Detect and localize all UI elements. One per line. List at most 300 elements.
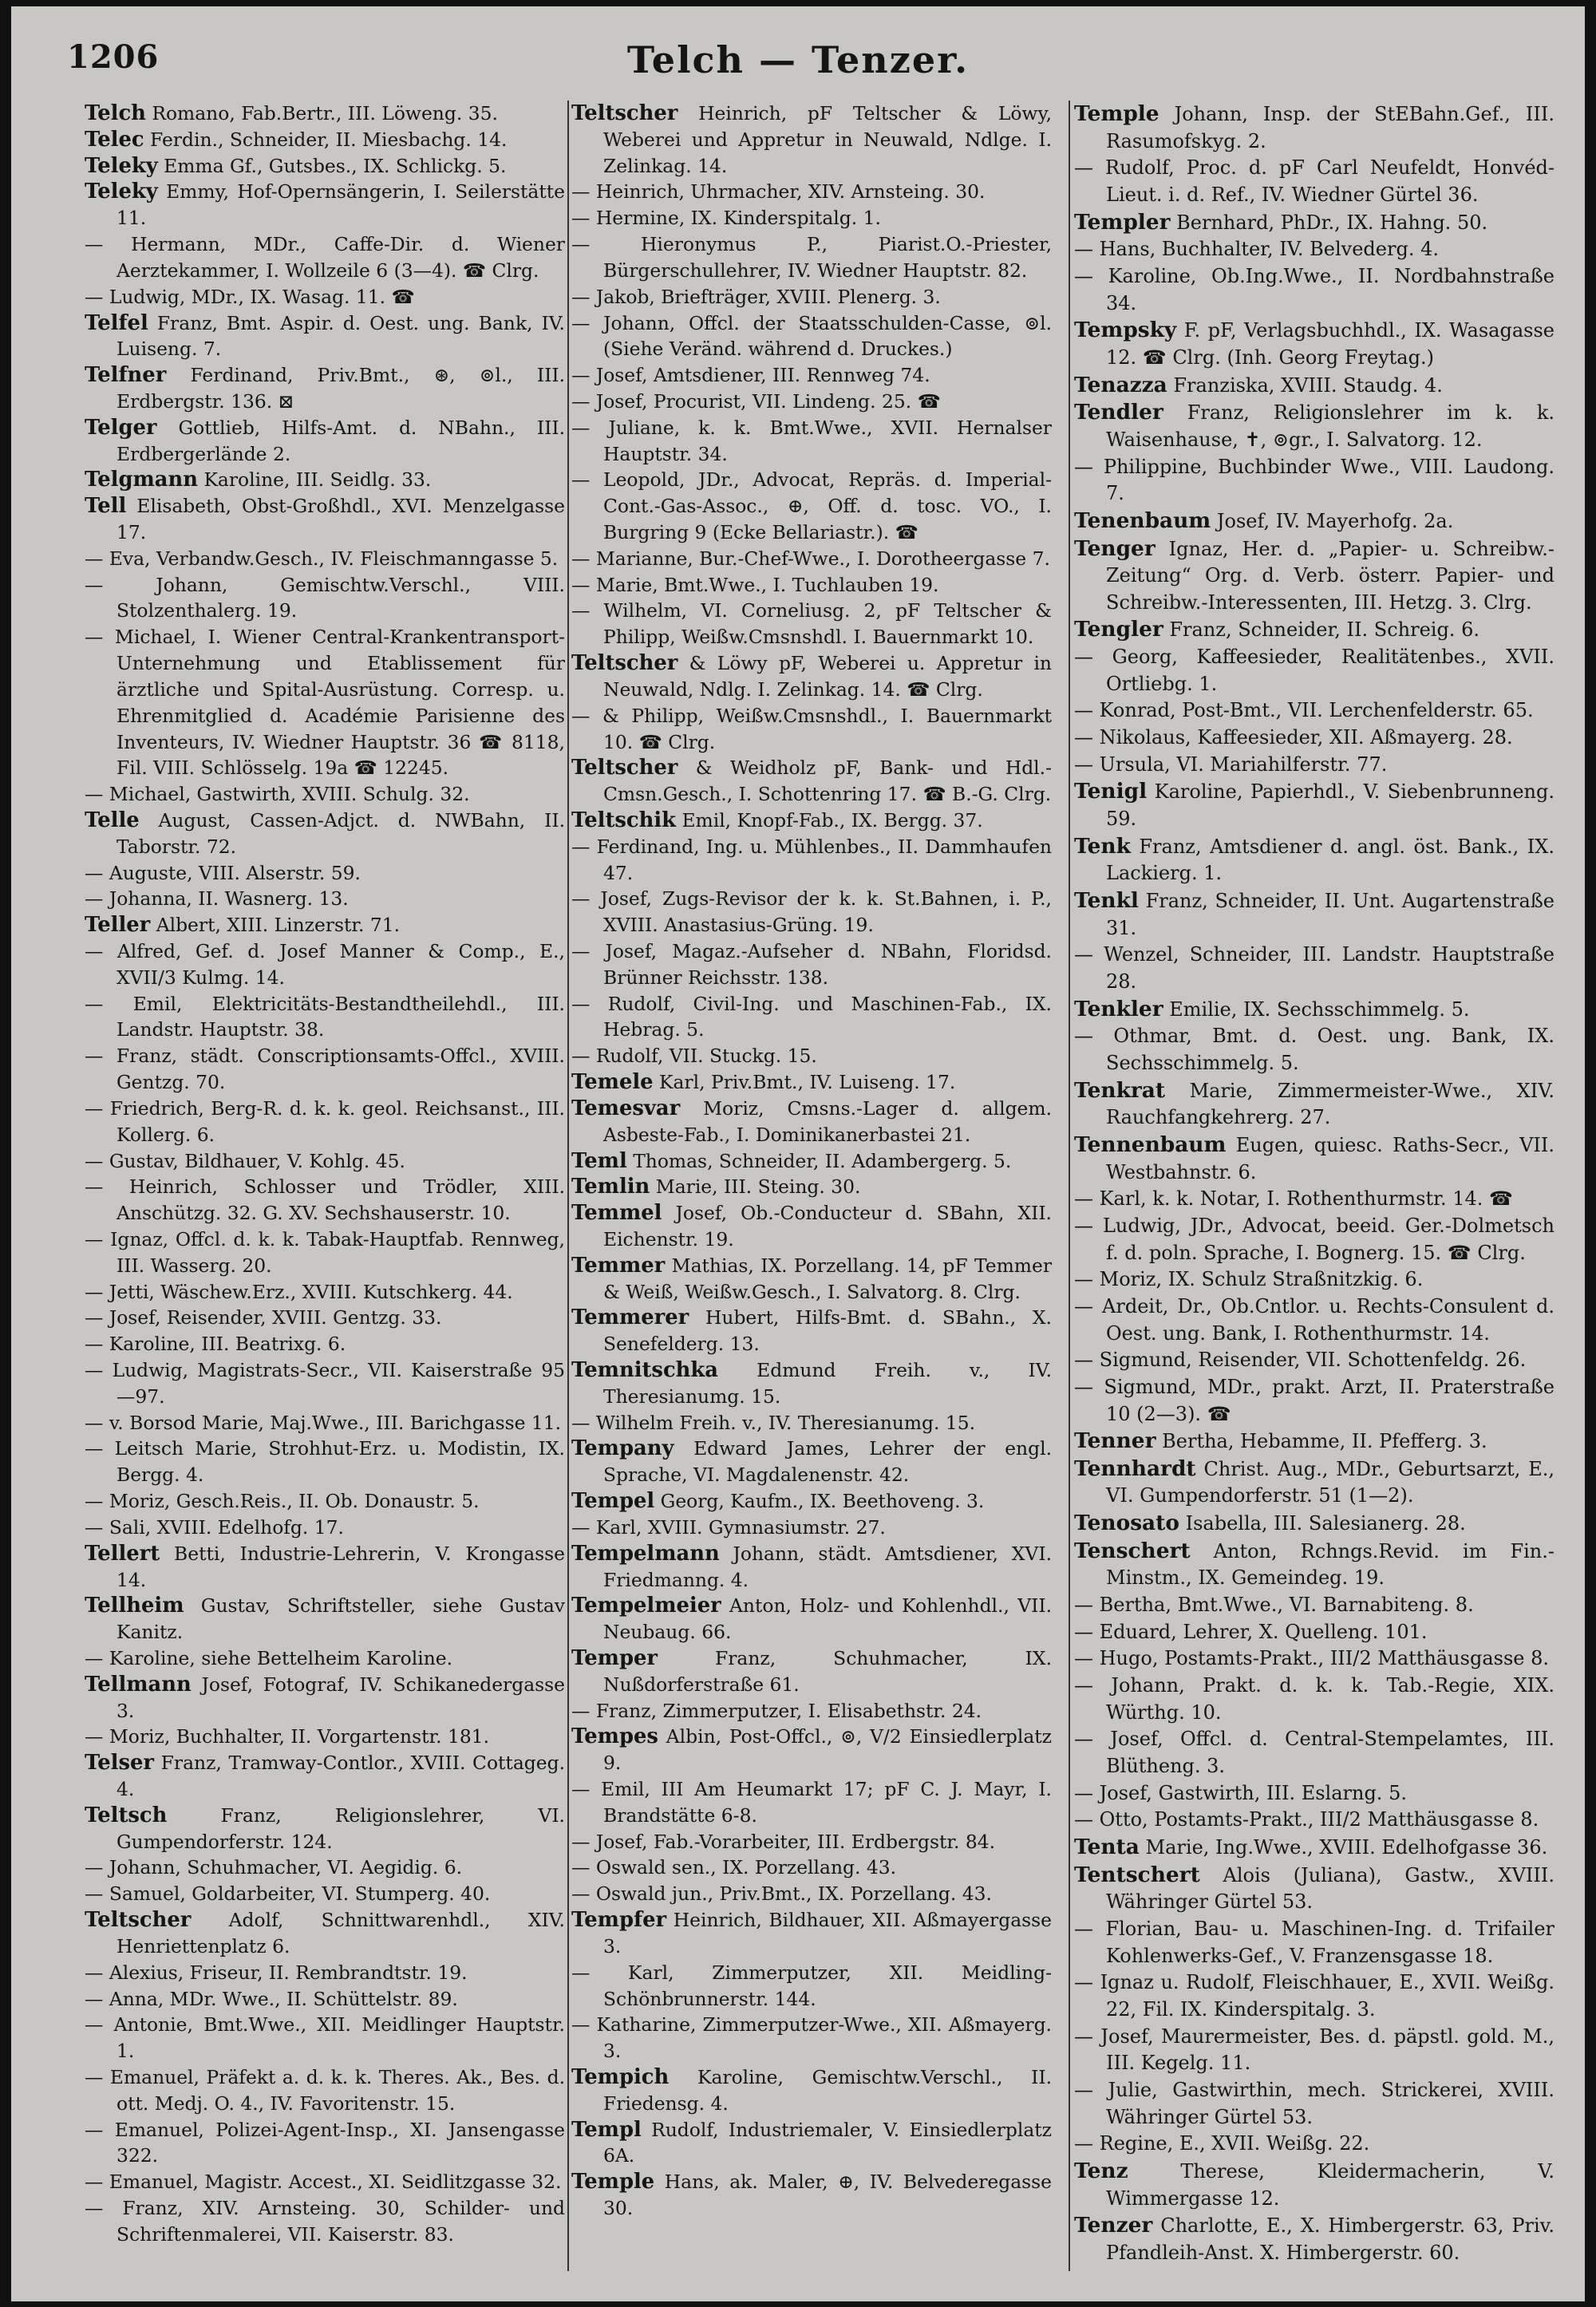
entry-text: — Gustav, Bildhauer, V. Kohlg. 45. [85,1149,405,1172]
directory-entry [571,179,1052,205]
directory-entry [1074,101,1555,155]
entry-text: — Hermine, IX. Kinderspitalg. 1. [571,207,881,230]
entry-text: — Rudolf, Proc. d. pF Carl Neufeldt, Honvéd-Lieut. i. d. Ref., IV. Wiedner Gürtel 36. [1074,156,1555,206]
directory-entry [1074,644,1555,697]
entry-text: — Oswald jun., Priv.Bmt., IX. Porzellang. 43. [571,1882,992,1906]
entry-text: — Ursula, VI. Mariahilferstr. 77. [1074,753,1388,776]
entry-surname: Tengler [1074,617,1163,642]
directory-entry [571,205,1052,231]
entry-surname: Temper [571,1645,658,1670]
entry-text: — Antonie, Bmt.Wwe., XII. Meidlinger Hauptstr. 1. [85,2013,565,2063]
directory-entry [85,2117,565,2170]
directory-entry [1074,887,1555,942]
entry-text: — Josef, Reisender, XVIII. Gentzg. 33. [85,1306,442,1329]
directory-entry [1074,2131,1555,2158]
entry-surname: Teltscher [85,1908,192,1933]
entry-text: — Johann, Gemischtw.Verschl., VIII. Stolzenthalerg. 19. [85,573,565,622]
entry-text: Gustav, Schriftsteller, siehe Gustav Kanitz. [117,1594,566,1644]
directory-entry [571,598,1052,650]
directory-entry [1074,2024,1555,2077]
entry-text: — Rudolf, VII. Stuckg. 15. [571,1045,817,1068]
directory-entry [85,1515,565,1541]
entry-text: Adolf, Schnittwarenhdl., XIV. Henriettenplatz 6. [117,1909,565,1957]
entry-text: — Karoline, Ob.Ing.Wwe., II. Nordbahnstraße 34. [1074,264,1555,314]
entry-text: — Heinrich, Uhrmacher, XIV. Arnsteing. 30. [571,180,986,203]
directory-entry [85,493,565,546]
entry-text: — Karl, k. k. Notar, I. Rothenthurmstr. 14. ☎ [1074,1187,1513,1211]
directory-entry [85,231,565,284]
directory-entry [85,808,565,860]
entry-text: Hans, ak. Maler, ⊕, IV. Belvederegasse 30. [603,2171,1053,2219]
entry-text: — Karoline, III. Beatrixg. 6. [85,1333,346,1356]
directory-entry [85,546,565,572]
directory-entry [85,1645,565,1672]
directory-entry [1074,209,1555,237]
directory-entry [85,2169,565,2195]
directory-entry [571,2117,1052,2170]
entry-text: — Ignaz, Offcl. d. k. k. Tabak-Hauptfab. Rennweg, III. Wasserg. 20. [85,1227,565,1277]
directory-entry [1074,1834,1555,1862]
entry-surname: Telfner [85,363,167,388]
directory-entry [1074,1780,1555,1807]
entry-text: Johann, städt. Amtsdiener, XVI. Friedmanng. 4. [603,1542,1052,1591]
entry-text: Heinrich, Bildhauer, XII. Aßmayergasse 3. [603,1909,1052,1957]
entry-text: Therese, Kleidermacherin, V. Wimmergasse 12. [1106,2159,1555,2210]
entry-text: Romano, Fab.Bertr., III. Löweng. 35. [152,102,498,124]
entry-text: — Moriz, IX. Schulz Straßnitzkig. 6. [1074,1268,1424,1291]
entry-text: Franz, Bmt. Aspir. d. Oest. ung. Bank, IV. Luiseng. 7. [117,311,565,361]
entry-text: F. pF, Verlagsbuchhdl., IX. Wasagasse 12. ☎ Clrg. (Inh. Georg Freytag.) [1106,319,1555,369]
directory-entry [571,1515,1052,1541]
directory-entry [571,1541,1052,1594]
entry-text: — Othmar, Bmt. d. Oest. ung. Bank, IX. Sechsschimmelg. 5. [1074,1025,1555,1074]
entry-surname: Teltsch [85,1803,168,1827]
directory-entry [571,834,1052,887]
entry-surname: Tenner [1074,1428,1156,1454]
directory-entry [1074,535,1555,617]
entry-text: Albert, XIII. Linzerstr. 71. [156,914,401,937]
entry-text: — Sali, XVIII. Edelhofg. 17. [85,1515,344,1539]
directory-entry [1074,1619,1555,1646]
directory-entry [1074,1077,1555,1132]
entry-surname: Teltscher [571,756,678,780]
directory-entry [85,1907,565,1960]
entry-surname: Telser [85,1751,154,1776]
directory-entry [85,1279,565,1306]
entry-text: Franz, Religionslehrer, VI. Gumpendorferstr. 124. [117,1803,565,1853]
entry-text: — Jakob, Briefträger, XVIII. Plenerg. 3. [571,285,941,308]
directory-entry [571,1724,1052,1776]
entry-text: — Johanna, II. Wasnerg. 13. [85,887,349,911]
directory-entry [85,1855,565,1881]
directory-entry [571,991,1052,1044]
entry-text: — Josef, Fab.-Vorarbeiter, III. Erdbergstr. 84. [571,1830,996,1853]
directory-entry [1074,1132,1555,1186]
directory-entry [85,1096,565,1148]
entry-surname: Tenzer [1074,2213,1153,2238]
directory-entry [85,101,565,127]
directory-entry [571,703,1052,756]
directory-entry [85,938,565,991]
page-number: 1206 [67,38,160,76]
entry-surname: Tempes [571,1724,658,1749]
entry-surname: Teltscher [571,651,678,676]
entry-surname: Teltscher [571,101,678,125]
entry-text: Edmund Freih. v., IV. Theresianumg. 15. [603,1359,1053,1408]
entry-surname: Tenta [1074,1835,1140,1859]
entry-text: August, Cassen-Adjct. d. NWBahn, II. Taborstr. 72. [117,808,565,858]
entry-surname: Tempsky [1074,318,1177,343]
entry-text: — Regine, E., XVII. Weißg. 22. [1074,2132,1370,2155]
entry-text: Bernhard, PhDr., IX. Hahng. 50. [1176,211,1488,234]
entry-text: — Anna, MDr. Wwe., II. Schüttelstr. 89. [85,1987,458,2010]
directory-entry [85,310,565,363]
entry-text: — v. Borsod Marie, Maj.Wwe., III. Barichgasse 11. [85,1411,562,1434]
entry-text: Albin, Post-Offcl., ⊚, V/2 Einsiedlerplatz 9. [603,1725,1053,1775]
entry-text: Franz, Tramway-Contlor., XVIII. Cottageg. 4. [117,1752,565,1800]
directory-entry [571,415,1052,468]
entry-text: Marie, III. Steing. 30. [655,1175,861,1199]
directory-entry [1074,778,1555,832]
entry-text: Franz, Religionslehrer im k. k. Waisenhause, ✝, ⊚gr., I. Salvatorg. 12. [1106,401,1555,451]
entry-text: Karoline, Gemischtw.Verschl., II. Friedensg. 4. [603,2065,1053,2115]
entry-surname: Tellmann [85,1672,192,1697]
entry-surname: Temlin [571,1175,650,1199]
directory-entry [571,546,1052,572]
directory-entry [1074,2158,1555,2212]
entry-surname: Temele [571,1070,654,1095]
entry-text: — Emil, Elektricitäts-Bestandtheilehdl., III. Landstr. Hauptstr. 38. [85,992,565,1041]
entry-surname: Tennenbaum [1074,1132,1227,1157]
entry-surname: Teml [571,1148,627,1173]
entry-surname: Telgmann [85,468,199,492]
entry-text: — Otto, Postamts-Prakt., III/2 Matthäusgasse 8. [1074,1808,1539,1831]
directory-entry [571,2064,1052,2117]
directory-entry [1074,725,1555,752]
entry-text: — Johann, Prakt. d. k. k. Tab.-Regie, XIX. Würthg. 10. [1074,1674,1555,1724]
directory-entry [85,1043,565,1096]
directory-entry [571,1043,1052,1069]
entry-surname: Teleky [85,153,158,178]
directory-entry [1074,1726,1555,1780]
entry-surname: Temesvar [571,1096,681,1120]
directory-entry [1074,1213,1555,1266]
entry-surname: Temple [1074,101,1159,126]
directory-entry [1074,1428,1555,1456]
directory-entry [1074,1862,1555,1916]
directory-entry [85,1436,565,1488]
directory-entry [85,1410,565,1436]
entry-text: — Karl, XVIII. Gymnasiumstr. 27. [571,1515,886,1539]
directory-entry [571,1776,1052,1829]
entry-surname: Tenosato [1074,1511,1179,1536]
entry-text: Franz, Schneider, II. Schreig. 6. [1169,618,1479,642]
entry-text: Marie, Ing.Wwe., XVIII. Edelhofgasse 36. [1145,1836,1548,1859]
entry-text: — Eduard, Lehrer, X. Quelleng. 101. [1074,1620,1428,1643]
entry-text: — Heinrich, Schlosser und Trödler, XIII. Anschützg. 32. G. XV. Sechshauserstr. 10. [85,1175,565,1225]
directory-entry [1074,1645,1555,1673]
entry-text: Moriz, Cmsns.-Lager d. allgem. Asbeste-Fab., I. Dominikanerbastei 21. [603,1096,1053,1146]
entry-text: Edward James, Lehrer der engl. Sprache, VI. Magdalenenstr. 42. [603,1437,1053,1487]
directory-entry [571,1200,1052,1253]
entry-text: Betti, Industrie-Lehrerin, V. Krongasse 14. [117,1542,565,1591]
entry-text: Franz, Schuhmacher, IX. Nußdorferstraße 61. [603,1646,1052,1696]
entry-text: — Leitsch Marie, Strohhut-Erz. u. Modistin, IX. Bergg. 4. [85,1437,565,1487]
entry-text: — Ludwig, Magistrats-Secr., VII. Kaiserstraße 95—97. [85,1359,565,1408]
entry-surname: Templer [1074,209,1171,235]
directory-entry [85,1305,565,1331]
entry-surname: Temmel [571,1201,662,1226]
directory-entry [1074,1673,1555,1726]
page-header [11,38,1585,86]
directory-entry [1074,1916,1555,1969]
running-head: Telch — Tenzer. [626,38,970,81]
directory-entry [1074,1186,1555,1213]
directory-entry [571,101,1052,179]
entry-text: — Hans, Buchhalter, IV. Belvederg. 4. [1074,238,1439,261]
entry-surname: Templ [571,2117,642,2142]
entry-surname: Tenkl [1074,888,1139,914]
directory-entry [571,389,1052,415]
directory-entry [1074,996,1555,1024]
directory-entry [571,1357,1052,1410]
entry-surname: Tennhardt [1074,1456,1196,1481]
entry-surname: Temmerer [571,1306,689,1330]
entry-text: — Franz, Zimmerputzer, I. Elisabethstr. 24. [571,1699,982,1722]
entry-text: — Ardeit, Dr., Ob.Cntlor. u. Rechts-Consulent d. Oest. ung. Bank, I. Rothenthurmstr. 14. [1074,1294,1555,1345]
entry-text: — Auguste, VIII. Alserstr. 59. [85,861,361,884]
entry-text: — Florian, Bau- u. Maschinen-Ing. d. Trifailer Kohlenwerks-Gef., V. Franzensgasse 18. [1074,1917,1555,1967]
entry-text: — Sigmund, MDr., prakt. Arzt, II. Praterstraße 10 (2—3). ☎ [1074,1375,1555,1425]
entry-surname: Tenenbaum [1074,508,1211,533]
entry-surname: Teller [85,913,151,938]
entry-text: Karoline, III. Seidlg. 33. [203,468,432,492]
directory-entry [85,179,565,231]
entry-text: Heinrich, pF Teltscher & Löwy, Weberei und Appretur in Neuwald, Ndlge. I. Zelinkag. 14. [603,102,1053,177]
entry-surname: Tenk [1074,833,1131,859]
directory-entry [1074,1456,1555,1510]
directory-entry [571,1881,1052,1907]
entry-text: — Wilhelm Freih. v., IV. Theresianumg. 15. [571,1411,976,1434]
directory-entry [85,572,565,625]
directory-entry [571,2012,1052,2064]
entry-text: — Emanuel, Präfekt a. d. k. k. Theres. Ak., Bes. d. ott. Medj. O. 4., IV. Favoritenstr. 15. [85,2065,565,2115]
entry-surname: Tenger [1074,535,1156,561]
entry-text: & Weidholz pF, Bank- und Hdl.-Cmsn.Gesch., I. Schottenring 17. ☎ B.-G. Clrg. [603,756,1053,806]
directory-entry [85,1986,565,2013]
directory-entry [571,1907,1052,1960]
entry-text: Elisabeth, Obst-Großhdl., XVI. Menzelgasse 17. [117,495,566,543]
entry-text: Josef, Fotograf, IV. Schikanedergasse 3. [117,1673,565,1722]
entry-text: Charlotte, E., X. Himbergerstr. 63, Priv. Pfandleih-Anst. X. Himbergerstr. 60. [1106,2214,1555,2264]
directory-entry [85,467,565,493]
entry-text: — Ludwig, MDr., IX. Wasag. 11. ☎ [85,285,415,308]
entry-text: Anton, Holz- und Kohlenhdl., VII. Neubaug. 66. [603,1594,1052,1644]
directory-entry [571,886,1052,938]
directory-entry [85,1672,565,1724]
entry-surname: Tendler [1074,400,1163,425]
directory-entry [85,624,565,781]
entry-surname: Tempfer [571,1908,667,1933]
entry-text: — Alfred, Gef. d. Josef Manner & Comp., E., XVII/3 Kulmg. 14. [85,940,565,989]
directory-entry [571,1410,1052,1436]
entry-text: — Juliane, k. k. Bmt.Wwe., XVII. Hernalser Hauptstr. 34. [571,416,1052,465]
directory-entry [85,1227,565,1279]
entry-surname: Teleky [85,180,158,204]
entry-surname: Telger [85,415,157,440]
entry-text: — Johann, Schuhmacher, VI. Aegidig. 6. [85,1856,463,1879]
entry-surname: Telec [85,127,144,152]
directory-entry [571,362,1052,389]
entry-text: Josef, IV. Mayerhofg. 2a. [1216,509,1454,532]
directory-entry [85,284,565,310]
entry-text: — Franz, städt. Conscriptionsamts-Offcl., XVIII. Gentzg. 70. [85,1045,565,1094]
directory-entry [85,1174,565,1227]
directory-entry [571,1436,1052,1488]
entry-surname: Tellheim [85,1594,184,1618]
directory-entry [1074,616,1555,644]
directory-entry [571,1855,1052,1881]
directory-entry [1074,942,1555,995]
directory-entry [1074,752,1555,779]
directory-entry [1074,833,1555,887]
entry-text: — Philippine, Buchbinder Wwe., VIII. Laudong. 7. [1074,455,1555,505]
directory-entry [85,1750,565,1803]
directory-entry [1074,317,1555,371]
entry-surname: Temple [571,2170,655,2194]
entry-text: — Marie, Bmt.Wwe., I. Tuchlauben 19. [571,573,939,596]
entry-text: Mathias, IX. Porzellang. 14, pF Temmer & Weiß, Weißw.Gesch., I. Salvatorg. 8. Clrg. [603,1254,1053,1303]
entry-text: — Josef, Amtsdiener, III. Rennweg 74. [571,364,930,387]
directory-entry [85,1541,565,1594]
column-divider [1069,101,1070,2271]
entry-text: Georg, Kaufm., IX. Beethoveng. 3. [660,1490,985,1513]
entry-text: — Josef, Gastwirth, III. Eslarng. 5. [1074,1781,1407,1804]
entry-text: — Georg, Kaffeesieder, Realitätenbes., XVII. Ortliebg. 1. [1074,646,1555,695]
directory-entry [85,1488,565,1515]
entry-text: Franz, Amtsdiener d. angl. öst. Bank., IX. Lackierg. 1. [1106,835,1555,885]
entry-text: Ignaz, Her. d. „Papier- u. Schreibw.-Zeitung“ Org. d. Verb. österr. Papier- und Schreibw.-Interessenten, III. Hetzg. 3. Clrg. [1106,537,1555,614]
entry-surname: Tempelmann [571,1541,720,1566]
directory-entry [85,362,565,415]
entry-text: Eugen, quiesc. Raths-Secr., VII. Westbahnstr. 6. [1106,1133,1555,1183]
entry-text: — Hermann, MDr., Caffe-Dir. d. Wiener Aerztekammer, I. Wollzeile 6 (3—4). ☎ Clrg. [85,233,565,282]
directory-entry [85,1881,565,1907]
directory-entry [1074,263,1555,317]
directory-page [11,6,1585,2301]
directory-entry [571,938,1052,991]
directory-column-1 [85,101,565,2248]
entry-text: — Marianne, Bur.-Chef-Wwe., I. Dorotheergasse 7. [571,547,1050,570]
entry-text: — Sigmund, Reisender, VII. Schottenfeldg. 26. [1074,1349,1527,1372]
directory-entry [85,2195,565,2248]
entry-surname: Tenkler [1074,996,1163,1021]
entry-surname: Tenschert [1074,1538,1191,1563]
directory-entry [571,1148,1052,1175]
entry-text: Emmy, Hof-Opernsängerin, I. Seilerstätte 11. [117,180,565,230]
entry-text: — Ludwig, JDr., Advocat, beeid. Ger.-Dolmetsch f. d. poln. Sprache, I. Bognerg. 15. ☎ Clrg. [1074,1214,1555,1264]
entry-surname: Teltschik [571,808,677,832]
directory-entry [571,2169,1052,2222]
entry-surname: Tempelmeier [571,1594,721,1618]
directory-entry [571,1488,1052,1515]
entry-text: Emilie, IX. Sechsschimmelg. 5. [1169,997,1470,1021]
directory-entry [1074,1510,1555,1538]
entry-text: — Josef, Offcl. d. Central-Stempelamtes, III. Blütheng. 3. [1074,1728,1555,1778]
directory-entry [1074,399,1555,453]
directory-entry [1074,454,1555,508]
directory-entry [85,991,565,1044]
directory-entry [1074,1266,1555,1294]
entry-text: Rudolf, Industriemaler, V. Einsiedlerplatz 6A. [603,2118,1053,2167]
entry-text: Emma Gf., Gutsbes., IX. Schlickg. 5. [164,154,507,177]
entry-text: Emil, Knopf-Fab., IX. Bergg. 37. [681,808,983,832]
directory-entry [571,284,1052,310]
entry-surname: Tell [85,494,127,519]
entry-text: Gottlieb, Hilfs-Amt. d. NBahn., III. Erdbergerlände 2. [117,416,566,465]
entry-surname: Temmer [571,1253,666,1278]
entry-surname: Tenz [1074,2158,1128,2183]
entry-text: — Leopold, JDr., Advocat, Repräs. d. Imperial-Cont.-Gas-Assoc., ⊕, Off. d. tosc. VO., I. Burgring 9 (Ecke Bellariastr.). ☎ [571,468,1052,543]
directory-entry [1074,372,1555,400]
directory-entry [85,1724,565,1750]
entry-text: — Wenzel, Schneider, III. Landstr. Hauptstraße 28. [1074,943,1555,993]
entry-text: — Samuel, Goldarbeiter, VI. Stumperg. 40. [85,1882,491,1906]
entry-text: Bertha, Hebamme, II. Pfefferg. 3. [1162,1430,1487,1453]
entry-text: — Katharine, Zimmerputzer-Wwe., XII. Aßmayerg. 3. [571,2013,1052,2063]
entry-text: — Jetti, Wäschew.Erz., XVIII. Kutschkerg. 44. [85,1280,513,1303]
directory-entry [1074,1969,1555,2023]
entry-text: — Josef, Magaz.-Aufseher d. NBahn, Floridsd. Brünner Reichsstr. 138. [571,940,1052,989]
entry-text: Isabella, III. Salesianerg. 28. [1185,1512,1466,1535]
entry-text: — Karoline, siehe Bettelheim Karoline. [85,1646,453,1669]
entry-text: — Josef, Zugs-Revisor der k. k. St.Bahnen, i. P., XVIII. Anastasius-Grüng. 19. [571,887,1052,937]
entry-text: — Hieronymus P., Piarist.O.-Priester, Bürgerschullehrer, IV. Wiedner Hauptstr. 82. [571,233,1052,282]
entry-text: — Michael, Gastwirth, XVIII. Schulg. 32. [85,783,470,806]
directory-entry [571,1069,1052,1096]
entry-text: Josef, Ob.-Conducteur d. SBahn, XII. Eichenstr. 19. [603,1202,1052,1250]
directory-entry [1074,1023,1555,1076]
entry-text: Johann, Insp. der StEBahn.Gef., III. Rasumofskyg. 2. [1106,103,1555,152]
directory-entry [571,755,1052,808]
directory-entry [1074,1807,1555,1834]
entry-text: — Bertha, Bmt.Wwe., VI. Barnabiteng. 8. [1074,1594,1474,1617]
directory-entry [1074,1592,1555,1619]
directory-entry [1074,236,1555,263]
directory-entry [1074,1294,1555,1347]
entry-text: — Josef, Procurist, VII. Lindeng. 25. ☎ [571,389,941,413]
entry-text: Hubert, Hilfs-Bmt. d. SBahn., X. Senefelderg. 13. [603,1306,1052,1356]
directory-entry [571,1174,1052,1200]
entry-surname: Tenkrat [1074,1077,1166,1103]
entry-text: — Konrad, Post-Bmt., VII. Lerchenfelderstr. 65. [1074,699,1534,722]
entry-text: Thomas, Schneider, II. Adambergerg. 5. [633,1149,1012,1172]
entry-text: Anton, Rchngs.Revid. im Fin.-Minstm., IX. Gemeindeg. 19. [1106,1539,1555,1590]
entry-surname: Tentschert [1074,1862,1200,1887]
directory-entry [85,2064,565,2117]
directory-entry [571,808,1052,834]
directory-entry [85,153,565,180]
entry-surname: Tenigl [1074,779,1148,804]
entry-surname: Telch [85,101,146,125]
entry-text: Christ. Aug., MDr., Geburtsarzt, E., VI. Gumpendorferstr. 51 (1—2). [1106,1457,1555,1507]
entry-text: Ferdinand, Priv.Bmt., ⊛, ⊚l., III. Erdbergstr. 136. ⊠ [117,364,566,413]
entry-text: — Karl, Zimmerputzer, XII. Meidling-Schönbrunnerstr. 144. [571,1961,1052,2010]
entry-text: & Löwy pF, Weberei u. Appretur in Neuwald, Ndlg. I. Zelinkag. 14. ☎ Clrg. [603,652,1052,701]
directory-entry [85,1148,565,1175]
entry-text: — Alexius, Friseur, II. Rembrandtstr. 19. [85,1961,468,1984]
entry-text: — Emanuel, Polizei-Agent-Insp., XI. Jansengasse 322. [85,2118,565,2167]
